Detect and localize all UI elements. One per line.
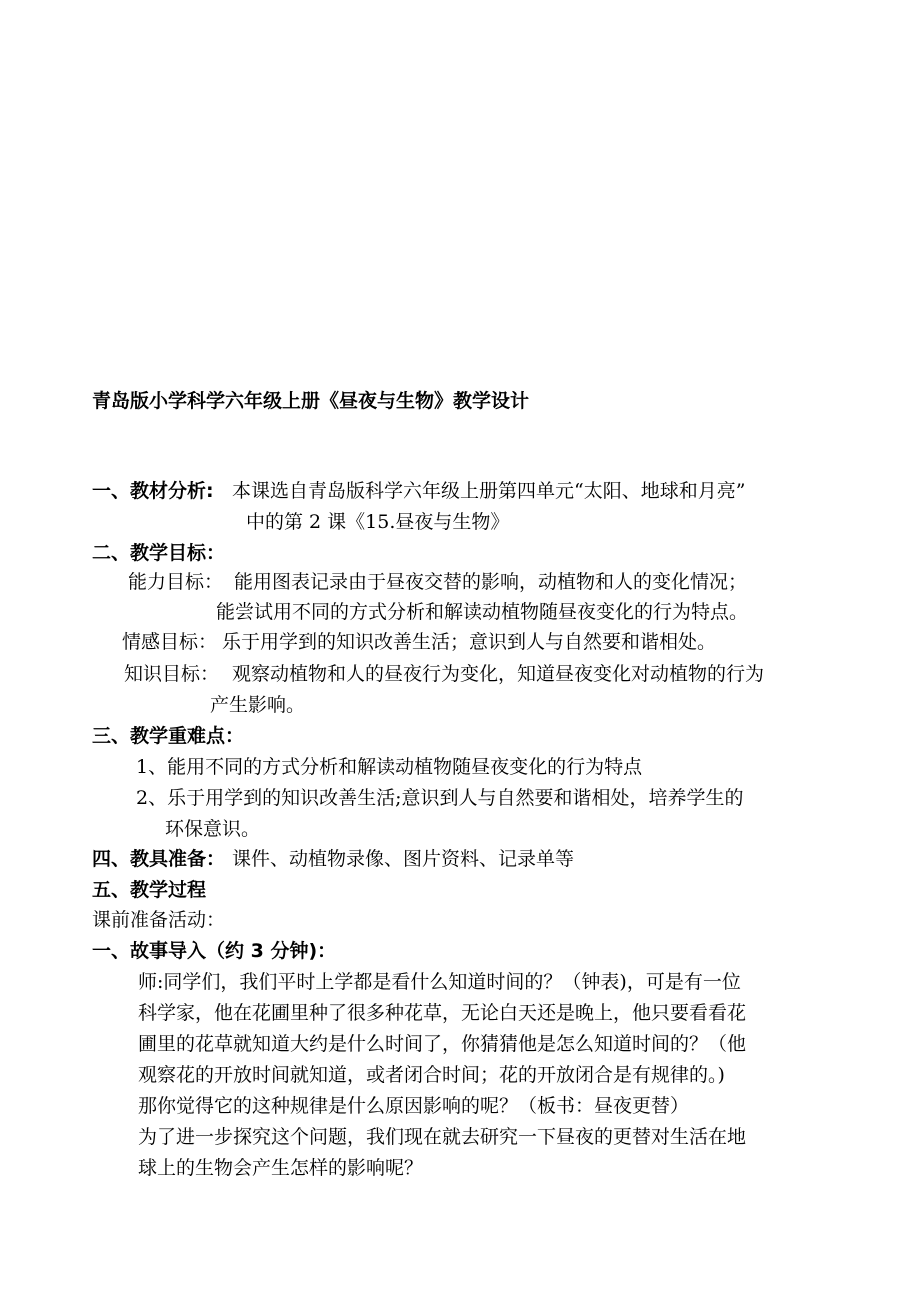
ability-objective-line-1: 能用图表记录由于昼夜交替的影响，动植物和人的变化情况； (234, 571, 748, 593)
pre-class-activity-label: 课前准备活动： (92, 909, 226, 931)
materials-text-line-1: 本课选自青岛版科学六年级上册第四单元“太阳、地球和月亮” (232, 480, 746, 502)
knowledge-objective-label: 知识目标： (124, 663, 220, 685)
key-point-2-line-1: 2、乐于用学到的知识改善生活;意识到人与自然要和谐相处，培养学生的 (136, 787, 744, 809)
story-paragraph-line: 观察花的开放时间就知道，或者闭合时间；花的开放闭合是有规律的。) (138, 1064, 725, 1086)
materials-text-line-2: 中的第 2 课《15.昼夜与生物》 (246, 511, 510, 533)
document-title: 青岛版小学科学六年级上册《昼夜与生物》教学设计 (92, 390, 530, 412)
story-paragraph-line: 为了进一步探究这个问题，我们现在就去研究一下昼夜的更替对生活在地 (138, 1126, 747, 1148)
knowledge-objective-line-1: 观察动植物和人的昼夜行为变化，知道昼夜变化对动植物的行为 (232, 663, 765, 685)
story-paragraph-line: 球上的生物会产生怎样的影响呢？ (138, 1157, 424, 1179)
story-paragraph-line: 师:同学们，我们平时上学都是看什么知道时间的？（钟表)，可是有一位 (138, 971, 741, 993)
emotion-objective-text: 乐于用学到的知识改善生活；意识到人与自然要和谐相处。 (222, 631, 717, 653)
emotion-objective-label: 情感目标： (122, 631, 218, 653)
key-point-1: 1、能用不同的方式分析和解读动植物随昼夜变化的行为特点 (136, 756, 643, 778)
materials-prep-text: 课件、动植物录像、图片资料、记录单等 (232, 848, 575, 870)
section-heading-process: 五、教学过程 (92, 879, 207, 901)
ability-objective-label: 能力目标： (128, 571, 224, 593)
section-heading-materials: 一、教材分析: (92, 480, 214, 502)
section-heading-objectives: 二、教学目标： (92, 542, 226, 564)
section-heading-key-points: 三、教学重难点： (92, 725, 245, 747)
story-paragraph-line: 圃里的花草就知道大约是什么时间了，你猜猜他是怎么知道时间的？（他 (138, 1033, 747, 1055)
story-intro-heading: 一、故事导入（约 3 分钟)： (92, 940, 337, 962)
knowledge-objective-line-2: 产生影响。 (210, 694, 306, 716)
story-paragraph-line: 科学家，他在花圃里种了很多种花草，无论白天还是晚上，他只要看看花 (138, 1002, 747, 1024)
key-point-2-line-2: 环保意识。 (165, 818, 261, 840)
story-paragraph-line: 那你觉得它的这种规律是什么原因影响的呢？（板书：昼夜更替） (138, 1095, 690, 1117)
section-heading-materials-prep: 四、教具准备： (92, 848, 226, 870)
ability-objective-line-2: 能尝试用不同的方式分析和解读动植物随昼夜变化的行为特点。 (216, 601, 749, 623)
